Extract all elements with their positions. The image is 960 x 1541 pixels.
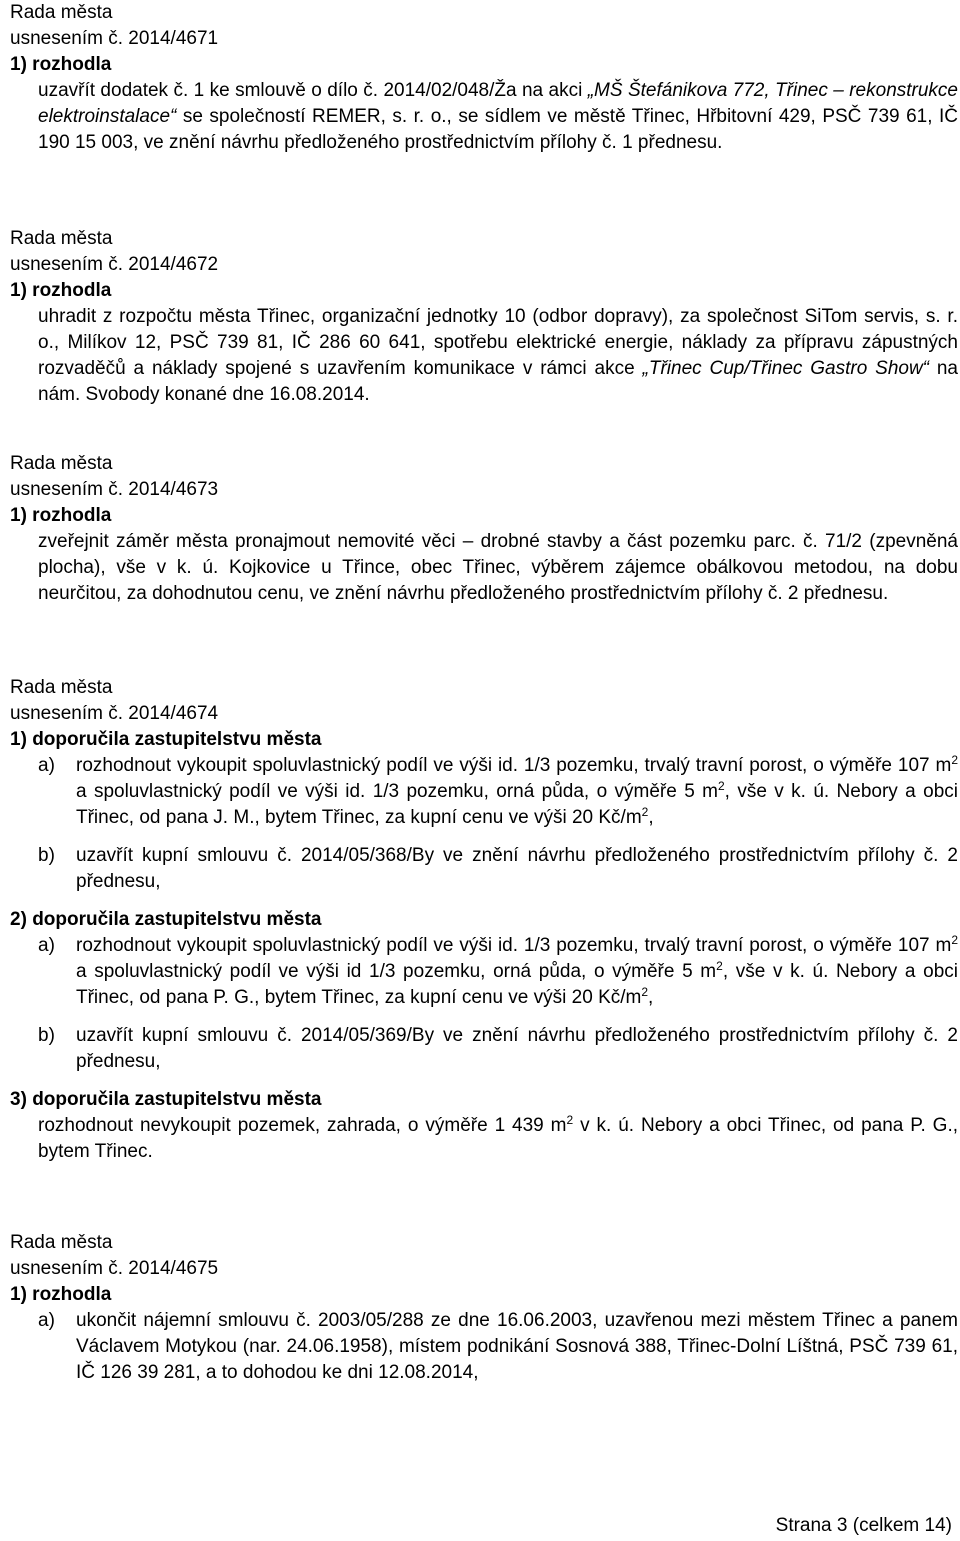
resolution-4675: [10, 1230, 958, 1386]
project-name: „MŠ Štefánikova 772, Třinec – rekonstrukce elektroinstalace“: [38, 80, 959, 127]
sub-item-b: b) uzavřít kupní smlouvu č. 2014/05/368/By ve znění návrhu předloženého prostřednictvím přílohy č. 2 přednesu,: [38, 845, 958, 892]
sub-item-b: b) uzavřít kupní smlouvu č. 2014/05/369/By ve znění návrhu předloženého prostřednictvím přílohy č. 2 přednesu,: [38, 1025, 958, 1072]
council-label: Rada města: [10, 677, 113, 698]
resolution-text: zveřejnit záměr města pronajmout nemovité věci – drobné stavby a část pozemku parc. č. 71/2 (zpevněná plocha), vše v k. ú. Kojkovice u Třince, obec Třinec, výběrem zájemce obálkovou metodou, na dobu neurčitou, za dohodnutou cenu, ve znění návrhu předloženého prostřednictvím přílohy č. 2 přednesu.: [38, 531, 958, 604]
resolution-4671: [10, 0, 958, 156]
page-number: Strana 3 (celkem 14): [775, 1515, 952, 1536]
resolution-4672: [10, 226, 958, 408]
council-label: Rada města: [10, 453, 113, 474]
resolution-4674: [10, 675, 958, 1165]
event-name: „Třinec Cup/Třinec Gastro Show“: [642, 358, 929, 379]
resolution-number: usnesením č. 2014/4675: [10, 1258, 219, 1279]
sub-item-a: a) rozhodnout vykoupit spoluvlastnický podíl ve výši id. 1/3 pozemku, trvalý travní porost, o výměře 107 $m^2$ a spoluvlastnický podíl ve výši id. 1/3 pozemku, orná půda, o výměře 5 $m^2$, vše v k. ú. Nebory a obci Třinec, od pana J. M., bytem Třinec, za kupní cenu ve výši 20 $Kč/m^2$,: [38, 753, 958, 828]
resolution-text: uhradit z rozpočtu města Třinec, organizační jednotky 10 (odbor dopravy), za společnost SiTom servis, s. r. o., Milíkov 12, PSČ 739 81, IČ 286 60 641, spotřebu elektrické energie, náklady za přípravu zápustných rozvaděčů a náklady spojené s uzavřením komunikace v rámci akce „Třinec Cup/Třinec Gastro Show“ na nám. Svobody konané dne 16.08.2014.: [38, 306, 958, 405]
resolution-number: usnesením č. 2014/4673: [10, 479, 219, 500]
resolution-number: usnesením č. 2014/4672: [10, 254, 219, 275]
sub-item-a: a) rozhodnout vykoupit spoluvlastnický podíl ve výši id. 1/3 pozemku, trvalý travní porost, o výměře 107 $m^2$ a spoluvlastnický podíl ve výši id 1/3 pozemku, orná půda, o výměře 5 $m^2$, vše v k. ú. Nebory a obci Třinec, od pana P. G., bytem Třinec, za kupní cenu ve výši 20 $Kč/m^2$,: [38, 933, 958, 1008]
council-label: Rada města: [10, 228, 113, 249]
decision-heading-3: 3) doporučila zastupitelstvu města: [10, 1089, 322, 1110]
decision-heading-2: 2) doporučila zastupitelstvu města: [10, 909, 322, 930]
resolution-text: rozhodnout nevykoupit pozemek, zahrada, o výměře 1 439 $m^2$ v k. ú. Nebory a obci Třinec, od pana P. G., bytem Třinec.: [38, 1113, 959, 1162]
decision-heading: 1) rozhodla: [10, 54, 112, 75]
decision-heading: 1) rozhodla: [10, 280, 112, 301]
resolution-number: usnesením č. 2014/4671: [10, 28, 219, 49]
resolution-4673: [10, 451, 958, 607]
resolution-text: uzavřít dodatek č. 1 ke smlouvě o dílo č. 2014/02/048/Ža na akci „MŠ Štefánikova 772, Třinec – rekonstrukce elektroinstalace“ se společností REMER, s. r. o., se sídlem ve městě Třinec, Hřbitovní 429, PSČ 739 61, IČ 190 15 003, ve znění návrhu předloženého prostřednictvím přílohy č. 1 přednesu.: [38, 80, 959, 153]
decision-heading-1: 1) doporučila zastupitelstvu města: [10, 729, 322, 750]
council-label: Rada města: [10, 2, 113, 23]
decision-heading: 1) rozhodla: [10, 1284, 112, 1305]
decision-heading: 1) rozhodla: [10, 505, 112, 526]
council-label: Rada města: [10, 1232, 113, 1253]
resolution-number: usnesením č. 2014/4674: [10, 703, 219, 724]
sub-item-a: a) ukončit nájemní smlouvu č. 2003/05/288 ze dne 16.06.2003, uzavřenou mezi městem Třinec a panem Václavem Motykou (nar. 24.06.1958), místem podnikání Sosnová 388, Třinec-Dolní Líštná, PSČ 739 61, IČ 126 39 281, a to dohodou ke dni 12.08.2014,: [38, 1310, 958, 1383]
